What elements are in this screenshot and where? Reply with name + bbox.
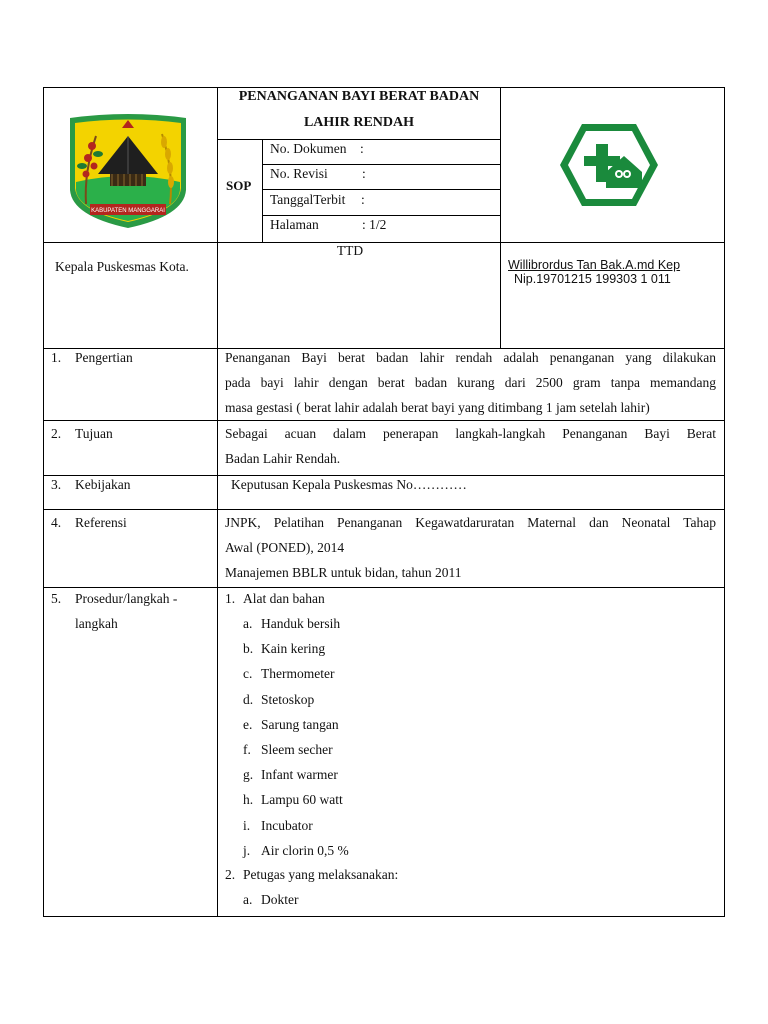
pengertian-line-1: Penanganan Bayi berat badan lahir rendah adalah penanganan yang dilakukan	[225, 350, 716, 365]
petugas-sub-item	[243, 887, 299, 912]
section-label: Pengertian	[75, 350, 133, 365]
section-label: Referensi	[75, 515, 127, 530]
alat-bahan-item	[243, 838, 349, 863]
pengertian-line-3: masa gestasi ( berat lahir adalah berat bayi yang ditimbang 1 jam setelah lahir)	[225, 400, 650, 415]
field-label-no-dokumen: No. Dokumen	[270, 141, 347, 156]
item-text: Handuk bersih	[261, 616, 341, 631]
item-letter: a.	[243, 892, 253, 907]
item-text: Dokter	[261, 892, 299, 907]
sop-label: SOP	[226, 178, 252, 193]
section-number: 4.	[51, 515, 62, 530]
section-label-pengertian	[51, 345, 133, 370]
item-letter: e.	[243, 716, 253, 732]
table-border-left	[43, 87, 44, 917]
section-number: 1.	[51, 350, 62, 365]
sop-divider	[262, 139, 263, 242]
district-emblem-logo	[66, 112, 190, 230]
alat-bahan-item	[243, 661, 334, 686]
referensi-line-1: JNPK, Pelatihan Penanganan Kegawatdaruratan Maternal dan Neonatal Tahap	[225, 515, 716, 530]
field-label-halaman: Halaman	[270, 217, 319, 232]
document-title-line2: LAHIR RENDAH	[303, 115, 415, 130]
referensi-line-2: Awal (PONED), 2014	[225, 540, 345, 555]
item-text: Sarung tangan	[261, 716, 339, 732]
alat-bahan-item	[243, 712, 339, 737]
item-letter: j.	[243, 842, 251, 858]
table-border-bottom	[43, 916, 725, 917]
item-text: Air clorin 0,5 %	[261, 842, 349, 858]
item-text: Infant warmer	[261, 767, 338, 783]
ttd-label: TTD	[336, 243, 364, 258]
tujuan-line-2: Badan Lahir Rendah.	[225, 451, 341, 466]
prosedur-item-2	[225, 862, 398, 887]
section-label-referensi	[51, 510, 127, 535]
field-value-no-dokumen: :	[360, 141, 364, 156]
item-text: Thermometer	[261, 666, 335, 682]
item-text: Incubator	[261, 817, 313, 833]
item-number: 2.	[225, 867, 236, 882]
column-divider-left	[217, 87, 218, 917]
field-label-no-revisi: No. Revisi	[270, 166, 328, 181]
table-border-right	[724, 87, 725, 917]
alat-bahan-item	[243, 787, 343, 812]
section-label-tujuan	[51, 421, 113, 446]
item-letter: a.	[243, 616, 253, 631]
item-number: 1.	[225, 591, 236, 606]
alat-bahan-item	[243, 737, 333, 762]
signer-nip: Nip.19701215 199303 1 011	[514, 272, 671, 286]
section-label: Kebijakan	[75, 477, 131, 492]
section-label: Tujuan	[75, 426, 113, 441]
field-value-tanggal-terbit: :	[361, 192, 365, 207]
alat-bahan-item	[243, 687, 314, 712]
item-letter: g.	[243, 767, 254, 783]
emblem-banner-text: KABUPATEN MANGGARAI	[91, 208, 165, 214]
field-value-halaman: : 1/2	[362, 217, 387, 232]
item-letter: b.	[243, 641, 254, 657]
referensi-line-3: Manajemen BBLR untuk bidan, tahun 2011	[225, 565, 462, 580]
section-number: 5.	[51, 591, 62, 606]
item-label: Petugas yang melaksanakan:	[243, 867, 399, 882]
prosedur-item-1	[225, 586, 325, 611]
alat-bahan-item	[243, 611, 340, 636]
title-bottom-rule	[217, 139, 501, 140]
field-label-tanggal-terbit: TanggalTerbit	[270, 192, 346, 207]
section-number: 3.	[51, 477, 62, 492]
field-value-no-revisi: :	[362, 166, 366, 181]
item-text: Stetoskop	[261, 691, 315, 707]
pengertian-line-2: pada bayi lahir dengan berat badan kurang dari 2500 gram tanpa memandang	[225, 375, 716, 390]
item-label: Alat dan bahan	[243, 591, 325, 606]
tujuan-line-1: Sebagai acuan dalam penerapan langkah-langkah Penanganan Bayi Berat	[225, 426, 716, 441]
puskesmas-logo	[558, 122, 660, 208]
item-text: Sleem secher	[261, 742, 333, 757]
item-letter: i.	[243, 817, 251, 833]
alat-bahan-item	[243, 636, 325, 661]
section-label-prosedur	[51, 586, 177, 611]
document-title-line1: PENANGANAN BAYI BERAT BADAN	[238, 89, 480, 104]
item-letter: f.	[243, 742, 251, 757]
alat-bahan-item	[243, 813, 313, 838]
signer-name: Willibrordus Tan Bak.A.md Kep	[508, 258, 681, 272]
alat-bahan-item	[243, 762, 338, 787]
kebijakan-text: Keputusan Kepala Puskesmas No…………	[231, 477, 467, 492]
item-text: Lampu 60 watt	[261, 792, 343, 808]
item-letter: h.	[243, 792, 254, 808]
section-label: Prosedur/langkah -	[75, 591, 178, 606]
item-letter: c.	[243, 666, 253, 682]
item-letter: d.	[243, 691, 254, 707]
section-label-prosedur-line2: langkah	[75, 616, 118, 631]
section-label-kebijakan	[51, 472, 130, 497]
kepala-puskesmas-label: Kepala Puskesmas Kota.	[55, 259, 189, 274]
section-number: 2.	[51, 426, 62, 441]
item-text: Kain kering	[261, 641, 326, 657]
